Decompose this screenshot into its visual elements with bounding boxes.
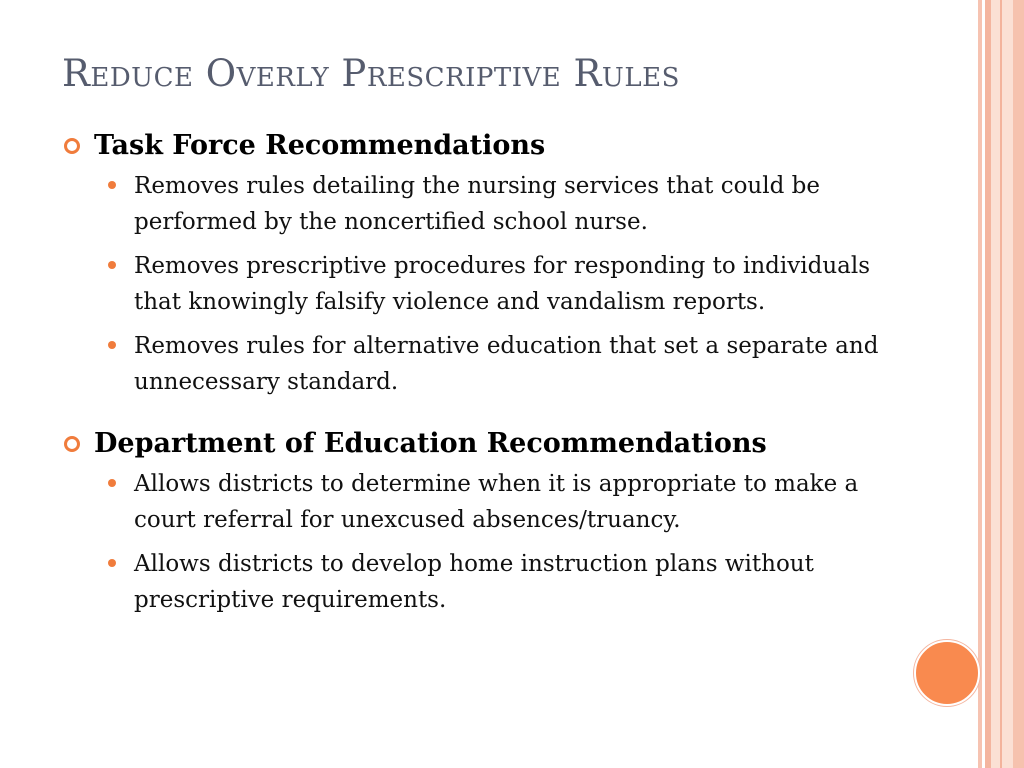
dot-bullet-icon [108,559,116,567]
section-task-force [62,124,922,400]
decorative-stripe [991,0,1013,768]
decorative-stripe [978,0,982,768]
decorative-stripe [1013,0,1024,768]
section-heading-text: Department of Education Recommendations [94,428,767,459]
slide-content [62,124,922,618]
ring-bullet-icon [64,436,80,452]
section-heading [62,124,922,168]
dot-bullet-icon [108,479,116,487]
dot-bullet-icon [108,341,116,349]
dot-bullet-icon [108,181,116,189]
list-item-text: Removes rules detailing the nursing services that could be performed by the noncertified school nurse. [134,173,820,235]
decorative-circle [914,640,980,706]
bullet-list [62,168,922,400]
ring-bullet-icon [64,138,80,154]
slide-title: Reduce Overly Prescriptive Rules [62,52,680,95]
list-item [62,466,922,538]
decorative-stripe [1000,0,1002,768]
bullet-list [62,466,922,618]
list-item [62,328,922,400]
list-item [62,248,922,320]
section-heading-text: Task Force Recommendations [94,130,546,161]
section-department-of-education [62,422,922,618]
list-item [62,546,922,618]
list-item-text: Allows districts to determine when it is appropriate to make a court referral for unexcused absences/truancy. [134,471,859,533]
list-item-text: Removes prescriptive procedures for responding to individuals that knowingly falsify violence and vandalism reports. [134,253,871,315]
list-item-text: Allows districts to develop home instruction plans without prescriptive requirements. [134,551,814,613]
section-heading [62,422,922,466]
list-item-text: Removes rules for alternative education that set a separate and unnecessary standard. [134,333,879,395]
dot-bullet-icon [108,261,116,269]
list-item [62,168,922,240]
